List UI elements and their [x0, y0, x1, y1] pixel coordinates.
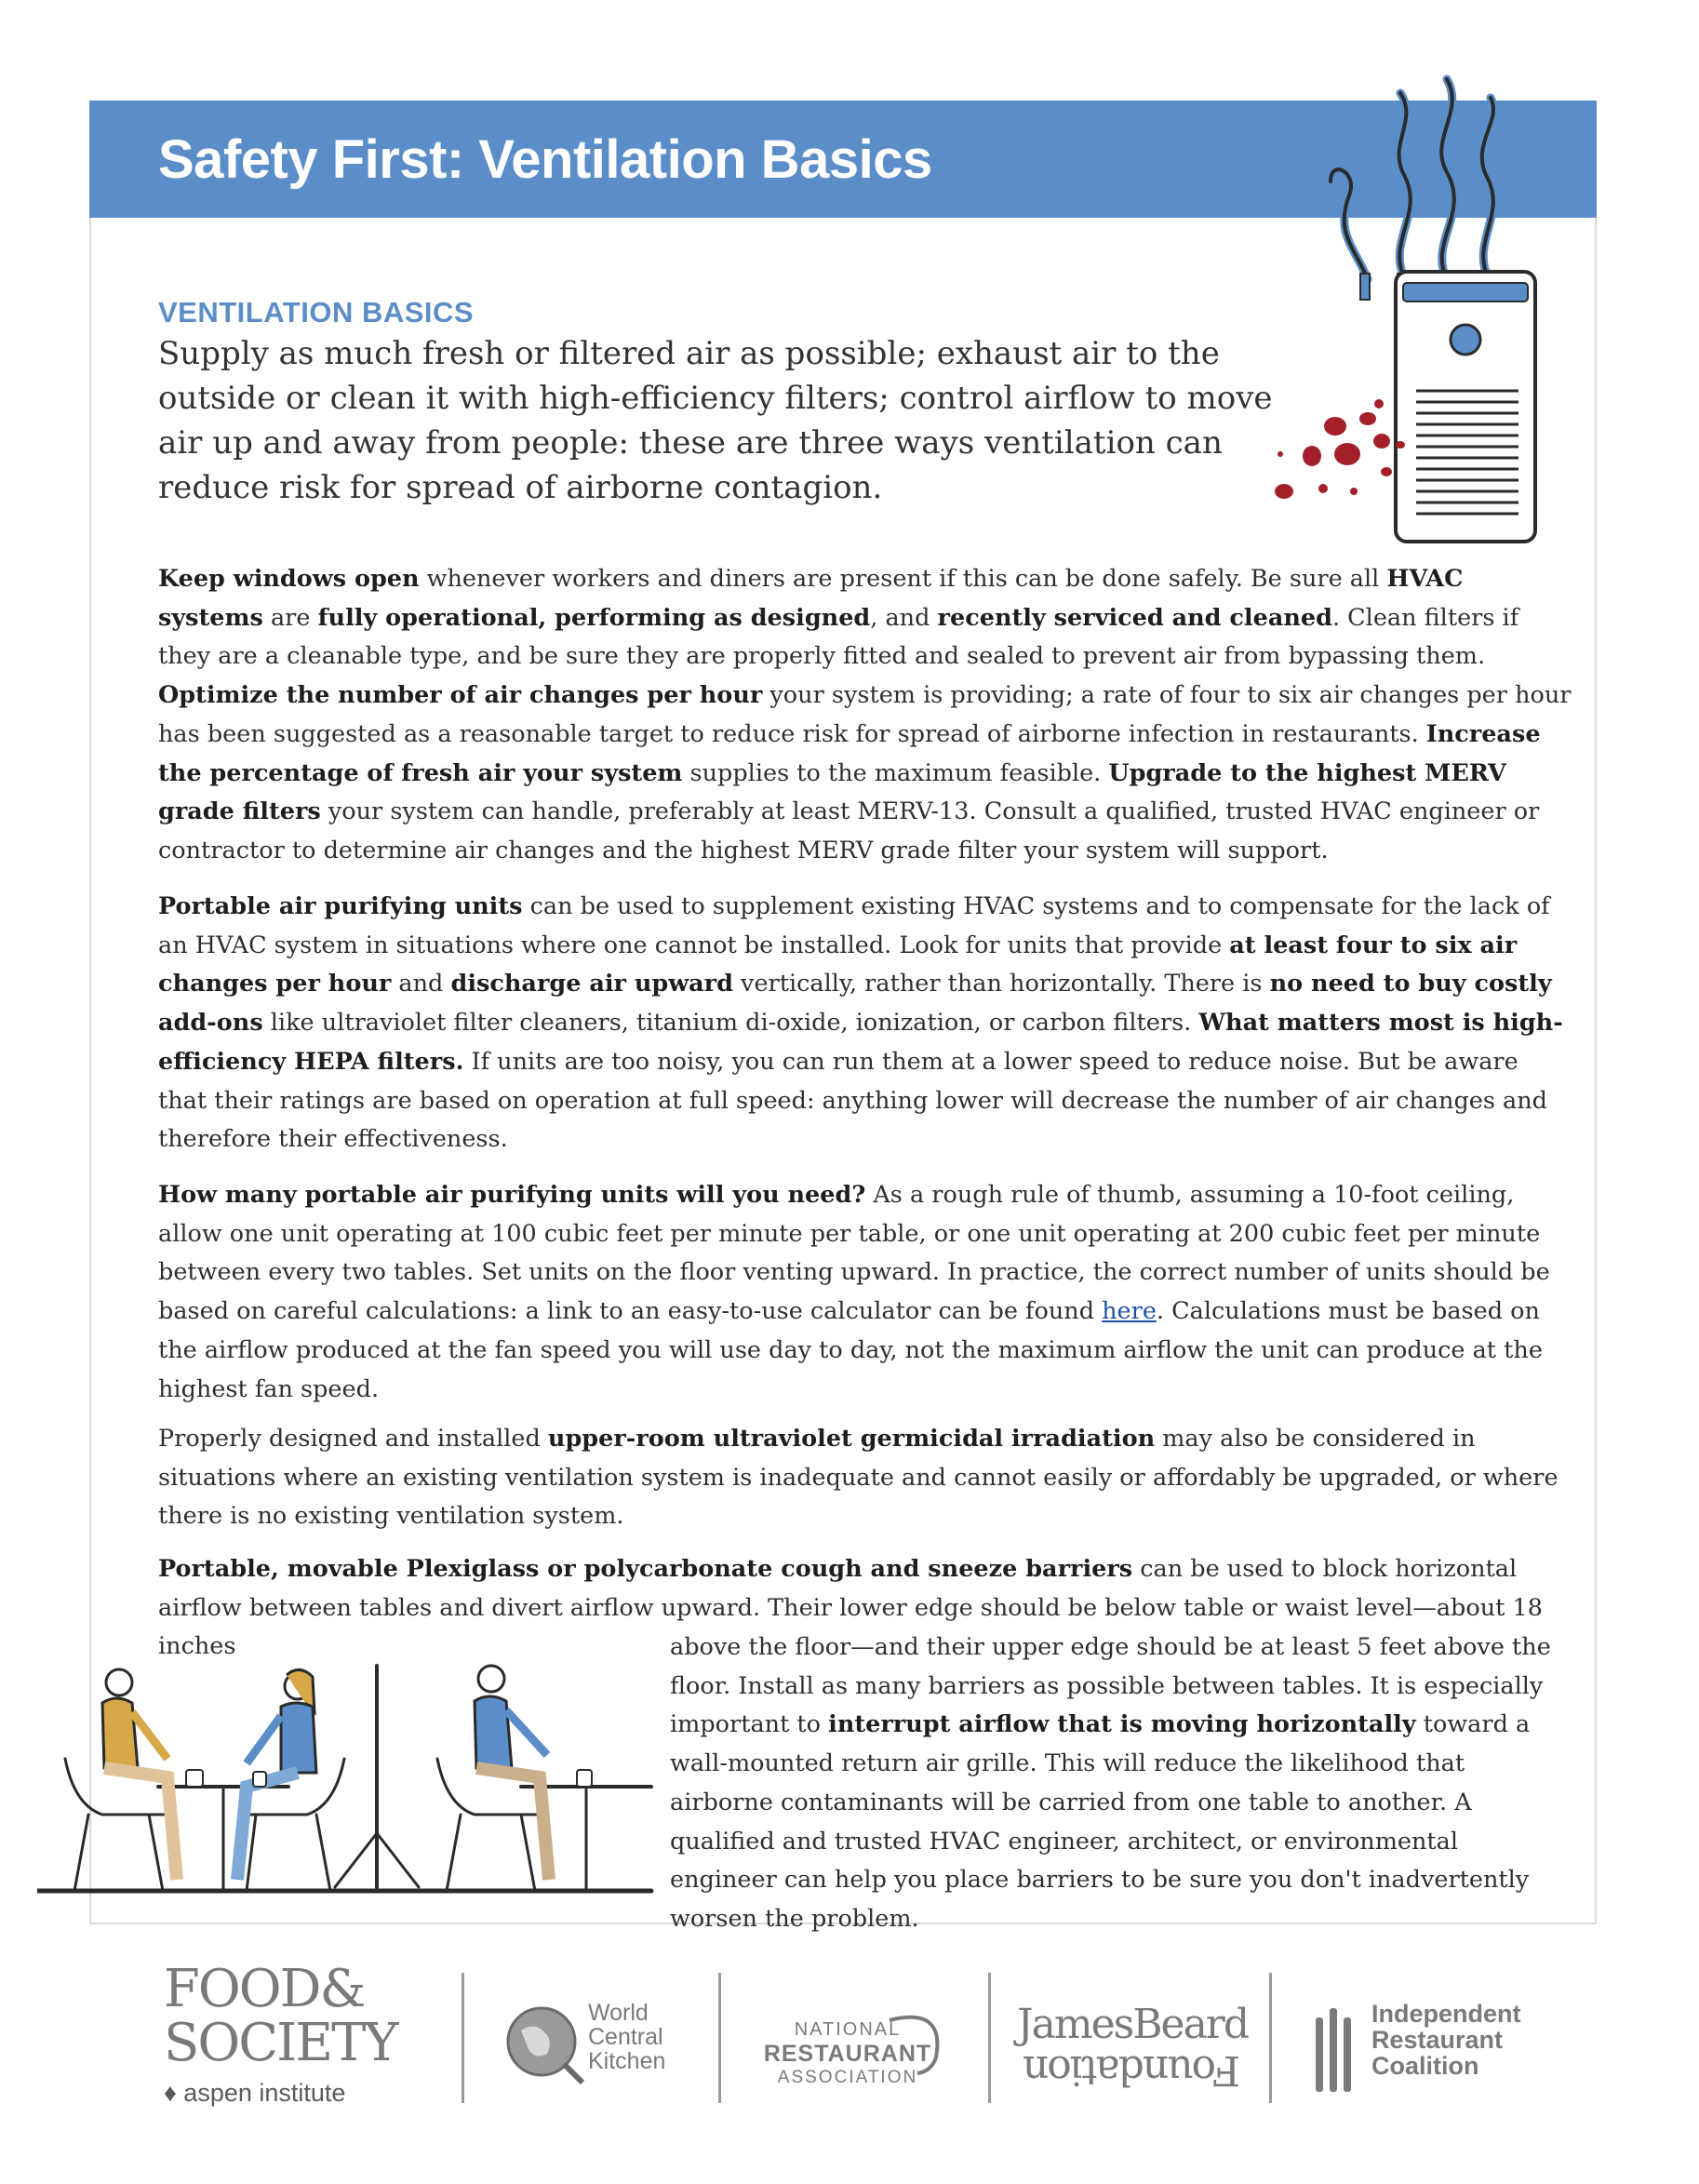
footer-divider: [718, 1973, 721, 2103]
paragraph-portable-units: Portable air purifying units can be used to supplement existing HVAC systems and to compensate for the lack of an HVAC system in situations where one cannot be installed. Look for units that provide at least four to six air changes per hour and discharge air upward vertically, rather than horizontally. There is no need to buy costly add-ons like ultraviolet filter cleaners, titanium di-oxide, ionization, or carbon filters. What matters most is high-efficiency HEPA filters. If units are too noisy, you can run them at a lower speed to reduce noise. But be aware that their ratings are based on operation at full speed: anything lower will decrease the number of air changes and therefore their effectiveness.: [158, 892, 1563, 1154]
utensils-icon: [1312, 2008, 1358, 2092]
footer-divider: [1269, 1973, 1272, 2103]
paragraph-how-many-units: How many portable air purifying units will you need? As a rough rule of thumb, assuming a 10-foot ceiling, allow one unit operating at 100 cubic feet per minute per table, or one unit operating at 200 cubic feet per minute between every two tables. Set units on the floor venting upward. In practice, the correct number of units should be based on careful calculations: a link to an easy-to-use calculator can be found here. Calculations must be based on the airflow produced at the fan speed you will use day to day, not the maximum airflow the unit can produce at the highest fan speed.: [158, 1181, 1550, 1403]
james-beard-foundation-logo: JamesBeard Foundation: [1016, 2001, 1249, 2094]
lede-paragraph: Supply as much fresh or filtered air as possible; exhaust air to the outside or clean it with high-efficiency filters; control airflow to move air up and away from people: these are three ways ventilation can reduce risk for spread of airborne contagion.: [158, 335, 1273, 506]
paragraph-uv-irradiation: Properly designed and installed upper-room ultraviolet germicidal irradiation may also be considered in situations where an existing ventilation system is inadequate and cannot easily or affordably be upgraded, or where there is no existing ventilation system.: [158, 1425, 1559, 1531]
diner-3: [475, 1666, 549, 1880]
diner-2: [237, 1669, 316, 1880]
purifier-dial-icon: [1451, 325, 1480, 355]
paragraph-barriers-continued: above the floor—and their upper edge should be at least 5 feet above the floor. Install as many barriers as possible between tables. It is especially important to interrupt airflow that is moving horizontally toward a wall-mounted return air grille. This will reduce the likelihood that airborne contaminants will be carried from one table to another. A qualified and trusted HVAC engineer, architect, or environmental engineer can help you place barriers to be sure you don't inadvertently worsen the problem.: [670, 1633, 1551, 1933]
footer-divider: [988, 1973, 991, 2103]
diners-barrier-illustration: [37, 1647, 661, 1908]
page-title: Safety First: Ventilation Basics: [158, 129, 932, 190]
world-central-kitchen-logo: World Central Kitchen: [502, 2001, 689, 2094]
national-restaurant-association-logo: NATIONAL RESTAURANT ASSOCIATION: [741, 2019, 955, 2088]
globe-whisk-icon: [502, 2003, 586, 2086]
independent-restaurant-coalition-logo: Independent Restaurant Coalition: [1312, 2001, 1545, 2103]
swoosh-icon: [880, 2006, 955, 2081]
aspen-leaf-icon: ♦: [164, 2079, 177, 2107]
paragraph-hvac: Keep windows open whenever workers and diners are present if this can be done safely. Be sure all HVAC systems are fully operational, performing as designed, and recently serviced and cleaned. Clean filters if they are a cleanable type, and be sure they are properly fitted and sealed to prevent air from bypassing them. Optimize the number of air changes per hour your system is providing; a rate of four to six air changes per hour has been suggested as a reasonable target to reduce risk for spread of airborne infection in restaurants. Increase the percentage of fresh air your system supplies to the maximum feasible. Upgrade to the highest MERV grade filters your system can handle, preferably at least MERV-13. Consult a qualified, trusted HVAC engineer or contractor to determine air changes and the highest MERV grade filter your system will support.: [158, 565, 1572, 864]
vapor-swirl-4: [1331, 169, 1368, 279]
calculator-link[interactable]: here: [1102, 1297, 1157, 1326]
section-heading: VENTILATION BASICS: [158, 296, 475, 328]
footer-divider: [462, 1973, 464, 2103]
food-society-logo: FOOD& SOCIETY ♦ aspen institute: [164, 1959, 397, 2107]
diner-1: [102, 1669, 177, 1880]
paragraph-barriers-intro: Portable, movable Plexiglass or polycarbonate cough and sneeze barriers can be used to block horizontal airflow between tables and divert airflow upward. Their lower edge should be below table or waist level—about 18 inches: [158, 1555, 1543, 1661]
